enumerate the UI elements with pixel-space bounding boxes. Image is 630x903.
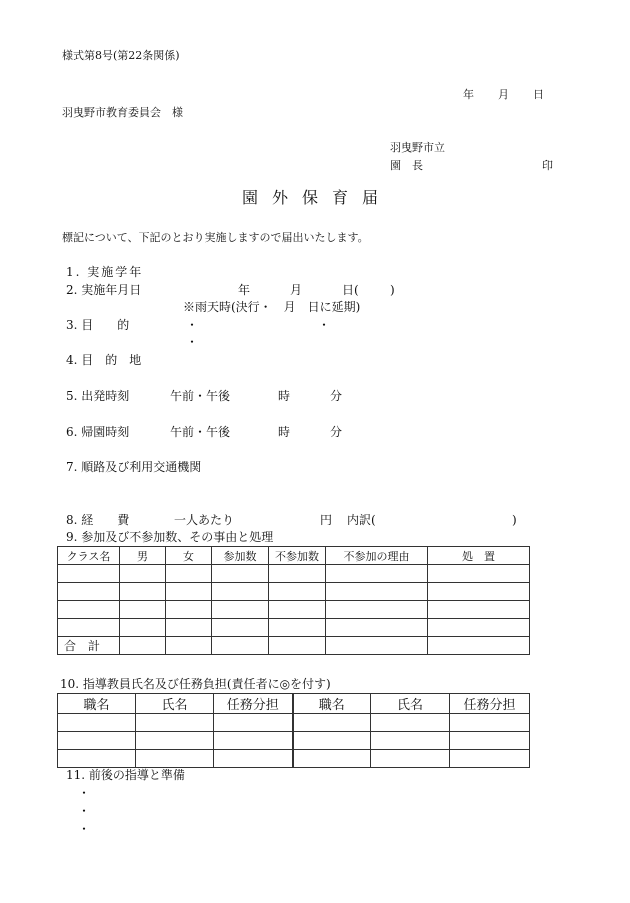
table-cell[interactable] [293, 714, 371, 732]
header-position: 職名 [58, 694, 136, 714]
sender-principal: 園 長 [390, 159, 423, 172]
item-7-route: 7. 順路及び利用交通機関 [66, 460, 202, 474]
item-1-grade: 1. 実施学年 [66, 265, 144, 279]
table-header-row [58, 694, 530, 714]
item-5-ampm: 午前・午後 [170, 389, 231, 403]
table-cell[interactable] [58, 750, 136, 768]
table-cell[interactable] [58, 601, 120, 619]
table-cell[interactable] [58, 619, 120, 637]
item-8-label: 8. 経 費 [66, 513, 130, 527]
item-8-close: ) [512, 513, 517, 527]
item-6-ampm: 午前・午後 [170, 425, 231, 439]
table-cell[interactable] [326, 583, 428, 601]
table-cell[interactable] [428, 637, 530, 655]
table-cell[interactable] [269, 601, 326, 619]
table-cell[interactable] [214, 714, 293, 732]
header-name: 氏名 [136, 694, 214, 714]
participation-table [57, 546, 530, 655]
prep-bullet-3: ・ [78, 822, 91, 836]
table-row [58, 714, 530, 732]
table-row [58, 583, 530, 601]
header-absentees: 不参加数 [269, 547, 326, 565]
form-number: 様式第8号(第22条関係) [62, 49, 180, 62]
table-cell[interactable] [214, 750, 293, 768]
header-female: 女 [166, 547, 212, 565]
item-2-label: 2. 実施年月日 [66, 283, 142, 297]
rain-note: ※雨天時(決行・ 月 日に延期) [183, 300, 361, 314]
table-cell[interactable] [293, 732, 371, 750]
purpose-bullet-1: ・ [186, 318, 199, 332]
table-cell[interactable] [58, 714, 136, 732]
header-duty-2: 任務分担 [450, 694, 530, 714]
total-row [58, 637, 530, 655]
item-2-day: 日( [342, 283, 359, 297]
table-cell[interactable] [166, 637, 212, 655]
table-cell[interactable] [269, 583, 326, 601]
table-cell[interactable] [269, 565, 326, 583]
table-cell[interactable] [166, 601, 212, 619]
date-day: 日 [533, 88, 544, 101]
table-cell[interactable] [212, 565, 269, 583]
table-cell[interactable] [120, 565, 166, 583]
table-cell[interactable] [166, 583, 212, 601]
table-cell[interactable] [326, 565, 428, 583]
table-cell[interactable] [120, 619, 166, 637]
item-6-label: 6. 帰園時刻 [66, 425, 130, 439]
item-9-label: 9. 参加及び不参加数、その事由と処理 [66, 530, 274, 544]
table-cell[interactable] [428, 583, 530, 601]
table-row [58, 565, 530, 583]
item-2-close: ) [390, 283, 395, 297]
header-absence-reason: 不参加の理由 [326, 547, 428, 565]
date-year: 年 [463, 88, 474, 101]
seal-mark: 印 [542, 159, 553, 172]
item-8-per-person: 一人あたり [174, 513, 235, 527]
header-participants: 参加数 [212, 547, 269, 565]
item-6-minute: 分 [330, 425, 343, 439]
table-cell[interactable] [293, 750, 371, 768]
table-cell[interactable] [214, 732, 293, 750]
prep-bullet-2: ・ [78, 804, 91, 818]
sender-school: 羽曳野市立 [390, 141, 445, 154]
table-cell[interactable] [269, 619, 326, 637]
table-cell[interactable] [269, 637, 326, 655]
table-cell[interactable] [428, 601, 530, 619]
total-label: 合 計 [58, 637, 120, 655]
table-cell[interactable] [428, 619, 530, 637]
header-position-2: 職名 [293, 694, 371, 714]
table-cell[interactable] [371, 732, 450, 750]
item-8-yen: 円 [320, 513, 333, 527]
table-cell[interactable] [428, 565, 530, 583]
table-cell[interactable] [136, 750, 214, 768]
item-11-label: 11. 前後の指導と準備 [66, 768, 185, 782]
table-cell[interactable] [326, 619, 428, 637]
header-class: クラス名 [58, 547, 120, 565]
table-cell[interactable] [136, 732, 214, 750]
table-row [58, 732, 530, 750]
table-row [58, 619, 530, 637]
table-cell[interactable] [120, 637, 166, 655]
table-cell[interactable] [166, 619, 212, 637]
date-month: 月 [498, 88, 509, 101]
item-2-month: 月 [290, 283, 303, 297]
table-cell[interactable] [212, 637, 269, 655]
item-5-hour: 時 [278, 389, 291, 403]
prep-bullet-1: ・ [78, 786, 91, 800]
header-name-2: 氏名 [371, 694, 450, 714]
item-6-hour: 時 [278, 425, 291, 439]
item-3-label: 3. 目 的 [66, 318, 130, 332]
table-header-row [58, 547, 530, 565]
table-cell[interactable] [326, 637, 428, 655]
item-10-label: 10. 指導教員氏名及び任務負担(責任者に◎を付す) [60, 677, 331, 691]
table-row [58, 601, 530, 619]
purpose-bullet-2: ・ [318, 318, 331, 332]
table-cell[interactable] [371, 750, 450, 768]
table-cell[interactable] [58, 565, 120, 583]
table-cell[interactable] [166, 565, 212, 583]
table-cell[interactable] [450, 750, 530, 768]
header-male: 男 [120, 547, 166, 565]
table-cell[interactable] [326, 601, 428, 619]
addressee: 羽曳野市教育委員会 様 [62, 106, 183, 119]
table-cell[interactable] [120, 583, 166, 601]
table-cell[interactable] [371, 714, 450, 732]
item-2-year: 年 [238, 283, 251, 297]
item-5-label: 5. 出発時刻 [66, 389, 130, 403]
intro-text: 標記について、下記のとおり実施しますので届出いたします。 [62, 231, 369, 244]
item-8-breakdown: 内訳( [347, 513, 376, 527]
item-4-destination: 4. 目 的 地 [66, 353, 142, 367]
header-action: 処 置 [428, 547, 530, 565]
table-cell[interactable] [212, 619, 269, 637]
table-cell[interactable] [120, 601, 166, 619]
table-cell[interactable] [450, 714, 530, 732]
table-cell[interactable] [212, 601, 269, 619]
page-title: 園外保育届 [242, 188, 393, 207]
table-cell[interactable] [58, 732, 136, 750]
table-cell[interactable] [450, 732, 530, 750]
table-cell[interactable] [212, 583, 269, 601]
table-row [58, 750, 530, 768]
table-cell[interactable] [58, 583, 120, 601]
item-5-minute: 分 [330, 389, 343, 403]
teacher-table [57, 693, 530, 768]
purpose-bullet-3: ・ [186, 335, 199, 349]
table-cell[interactable] [136, 714, 214, 732]
header-duty: 任務分担 [214, 694, 293, 714]
